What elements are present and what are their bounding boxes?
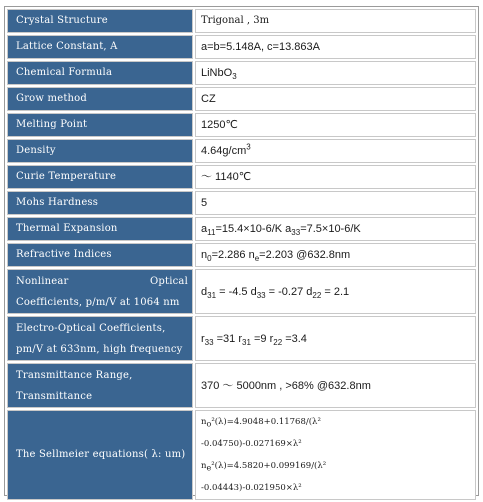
value-text: =31 r bbox=[213, 332, 243, 345]
table-row bbox=[7, 191, 476, 215]
table-row bbox=[7, 363, 476, 408]
sellmeier-line: $n_e^2(\lambda)=4.5820+0.099169/(\lambda^2$ bbox=[201, 461, 327, 473]
value-subscript: 22 bbox=[312, 290, 322, 300]
value-superscript: 3 bbox=[246, 142, 251, 152]
sellmeier-line: -0.04443)-0.021950×λ² bbox=[201, 483, 302, 493]
property-label: pm/V at 633nm, high frequency bbox=[16, 343, 183, 355]
property-value bbox=[195, 269, 476, 314]
property-value bbox=[195, 243, 476, 267]
table-row bbox=[7, 87, 476, 111]
property-label: Lattice Constant, A bbox=[16, 41, 118, 52]
property-label: The Sellmeier equations( λ: um) bbox=[16, 449, 186, 460]
value-text: =2.286 n bbox=[211, 249, 255, 261]
value-subscript: 33 bbox=[291, 228, 301, 238]
value-subscript: e bbox=[254, 254, 260, 264]
property-label: Mohs Hardness bbox=[16, 197, 99, 208]
value-text: = -0.27 d bbox=[265, 285, 313, 298]
property-value bbox=[195, 113, 476, 137]
property-value bbox=[195, 165, 476, 189]
value-text: 4.64g/cm bbox=[201, 145, 247, 157]
property-label: Electro-Optical Coefficients, bbox=[16, 322, 166, 334]
property-name bbox=[7, 217, 193, 241]
value-subscript: 33 bbox=[204, 337, 214, 347]
property-value bbox=[195, 61, 476, 85]
value-subscript: 22 bbox=[273, 337, 283, 347]
property-label: Curie Temperature bbox=[16, 171, 117, 182]
property-label: Density bbox=[16, 145, 56, 156]
value-text: LiNbO bbox=[201, 67, 233, 79]
table-row bbox=[7, 316, 476, 361]
property-name bbox=[7, 9, 193, 33]
property-name bbox=[7, 410, 193, 500]
property-value bbox=[195, 410, 476, 500]
value-text: =7.5×10-6/K bbox=[300, 223, 361, 235]
value-text: CZ bbox=[201, 93, 216, 105]
property-label: Thermal Expansion bbox=[16, 223, 118, 234]
value-text: =15.4×10-6/K a bbox=[215, 223, 292, 235]
table-row bbox=[7, 269, 476, 314]
properties-table bbox=[5, 7, 478, 502]
property-label: Nonlinear Optical bbox=[16, 275, 188, 287]
property-name bbox=[7, 363, 193, 408]
sellmeier-line: $n_o^2(\lambda)=4.9048+0.11768/(\lambda^2$ bbox=[201, 417, 321, 429]
value-text: = -4.5 d bbox=[216, 285, 257, 298]
property-label: Chemical Formula bbox=[16, 67, 113, 78]
value-text: 1250℃ bbox=[201, 119, 238, 131]
property-name bbox=[7, 191, 193, 215]
value-text: =3.4 bbox=[282, 332, 307, 345]
property-label: Grow method bbox=[16, 93, 88, 104]
property-label: Crystal Structure bbox=[16, 15, 108, 26]
property-name bbox=[7, 35, 193, 59]
value-subscript: 31 bbox=[207, 290, 217, 300]
property-name bbox=[7, 113, 193, 137]
value-subscript: 11 bbox=[207, 228, 216, 238]
property-name bbox=[7, 243, 193, 267]
property-name bbox=[7, 316, 193, 361]
value-text: =2.203 @632.8nm bbox=[259, 249, 351, 261]
table-row bbox=[7, 165, 476, 189]
property-label: Refractive Indices bbox=[16, 249, 112, 260]
sellmeier-line: -0.04750)-0.027169×λ² bbox=[201, 439, 302, 449]
property-name bbox=[7, 139, 193, 163]
value-text: n bbox=[201, 249, 208, 261]
property-value bbox=[195, 363, 476, 408]
value-text: =9 r bbox=[250, 332, 274, 345]
value-text: ～ 1140℃ bbox=[201, 171, 252, 183]
value-subscript: 3 bbox=[232, 72, 237, 82]
property-value bbox=[195, 87, 476, 111]
property-label: Transmittance Range, bbox=[16, 369, 133, 381]
property-label: Coefficients, p/m/V at 1064 nm bbox=[16, 296, 180, 308]
value-text: a bbox=[201, 223, 208, 235]
property-label: Melting Point bbox=[16, 119, 88, 130]
table-row bbox=[7, 217, 476, 241]
table-row bbox=[7, 61, 476, 85]
value-text: a=b=5.148A, c=13.863A bbox=[201, 41, 320, 53]
property-value bbox=[195, 35, 476, 59]
property-value bbox=[195, 316, 476, 361]
value-text: 370 ～ 5000nm , >68% @632.8nm bbox=[201, 379, 371, 392]
properties-panel bbox=[4, 6, 479, 496]
property-value bbox=[195, 9, 476, 33]
table-row bbox=[7, 139, 476, 163]
property-value bbox=[195, 217, 476, 241]
property-name bbox=[7, 165, 193, 189]
value-text: = 2.1 bbox=[321, 285, 350, 298]
value-subscript: 31 bbox=[242, 337, 251, 347]
value-text: Trigonal , 3m bbox=[201, 15, 270, 26]
table-row bbox=[7, 9, 476, 33]
value-subscript: 0 bbox=[207, 254, 212, 264]
table-row bbox=[7, 243, 476, 267]
property-name bbox=[7, 269, 193, 314]
property-value bbox=[195, 191, 476, 215]
property-name bbox=[7, 61, 193, 85]
table-row bbox=[7, 113, 476, 137]
table-row bbox=[7, 35, 476, 59]
value-subscript: 33 bbox=[256, 290, 266, 300]
property-value bbox=[195, 139, 476, 163]
value-text: r bbox=[201, 332, 205, 345]
property-label: Transmittance bbox=[16, 390, 93, 402]
value-text: 5 bbox=[201, 197, 208, 209]
property-name bbox=[7, 87, 193, 111]
table-row bbox=[7, 410, 476, 500]
value-text: d bbox=[201, 285, 208, 298]
